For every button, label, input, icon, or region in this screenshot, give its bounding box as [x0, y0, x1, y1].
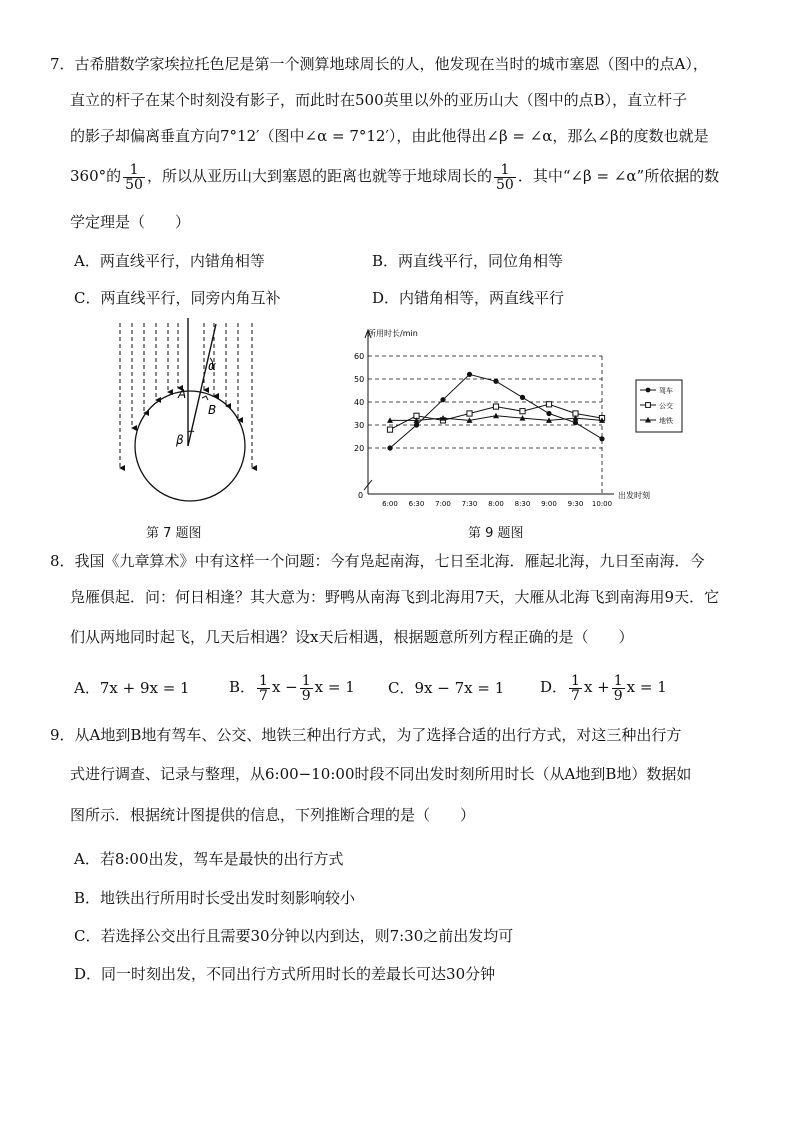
q8-option-b-mid: x −	[271, 678, 298, 696]
q7-option-c: C．两直线平行，同旁内角互补	[74, 289, 281, 307]
q8-option-b	[229, 668, 355, 706]
data-point	[440, 397, 445, 402]
q7-line3: 的影子却偏离垂直方向7°12′（图中∠α = 7°12′），由此他得出∠β = ∠α，那么∠β的度数也就是	[70, 127, 709, 145]
y-tick-label: 50	[354, 375, 365, 384]
x-tick-label: 7:00	[435, 500, 451, 508]
q9-line2: 式进行调查、记录与整理，从6:00−10:00时段不同出发时刻所用时长（从A地到B地）数据如	[70, 765, 692, 783]
q7-option-b: B．两直线平行，同位角相等	[372, 252, 564, 270]
data-point	[546, 411, 551, 416]
q8-option-d-end: x = 1	[626, 678, 667, 696]
fraction-1-9	[300, 674, 313, 703]
data-point	[520, 409, 525, 414]
q8-option-b-label: B．	[229, 678, 256, 696]
legend-label: 驾车	[659, 387, 673, 395]
x-axis-label: 出发时刻	[618, 491, 650, 500]
q9-option-c: C．若选择公交出行且需要30分钟以内到达，则7:30之前出发均可	[74, 927, 514, 945]
q8-option-b-end: x = 1	[314, 678, 355, 696]
frac-num: 1	[259, 672, 268, 689]
fraction-1-7	[569, 674, 582, 703]
label-b: B	[208, 403, 217, 417]
q7-option-d: D．内错角相等，两直线平行	[372, 289, 565, 307]
label-beta: β	[176, 433, 184, 447]
q9-option-d: D．同一时刻出发，不同出行方式所用时长的差最长可达30分钟	[74, 965, 496, 983]
fraction-1-50	[123, 163, 145, 192]
q8-line3: 们从两地同时起飞，几天后相遇？设x天后相遇，根据题意所列方程正确的是（ ）	[70, 628, 634, 646]
data-point	[520, 395, 525, 400]
fraction-1-7	[257, 674, 270, 703]
data-point	[599, 436, 604, 441]
q7-line4-a: 360°的	[70, 167, 122, 185]
data-point	[493, 404, 498, 409]
y-tick-label: 20	[354, 444, 365, 453]
q8-option-d	[540, 668, 667, 706]
q9-line1: 9．从A地到B地有驾车、公交、地铁三种出行方式，为了选择合适的出行方式，对这三种出行方	[50, 726, 682, 744]
x-tick-label: 8:30	[514, 500, 531, 508]
legend-label: 地铁	[659, 417, 673, 425]
data-point	[387, 445, 392, 450]
origin-label: 0	[358, 491, 364, 500]
frac-num: 1	[301, 672, 311, 689]
data-point	[387, 427, 392, 432]
legend-marker	[646, 388, 651, 393]
q8-line2: 凫雁俱起．问：何日相逢？其大意为：野鸭从南海飞到北海用7天，大雁从北海飞到南海用9天．它	[70, 588, 720, 606]
frac-num: 1	[571, 672, 580, 689]
legend-marker	[646, 403, 651, 408]
q9-line3: 图所示．根据统计图提供的信息，下列推断合理的是（ ）	[70, 806, 476, 824]
x-tick-label: 8:00	[488, 500, 504, 508]
frac-num: 1	[613, 672, 623, 689]
data-point	[546, 402, 551, 407]
y-tick-label: 40	[354, 398, 365, 407]
q8-option-d-mid: x +	[583, 678, 610, 696]
x-tick-label: 6:30	[408, 500, 425, 508]
q8-option-d-label: D．	[540, 678, 568, 696]
q8-option-c: C．9x − 7x = 1	[388, 679, 505, 697]
q9-fig-caption: 第 9 题图	[468, 526, 524, 541]
q7-figure	[110, 318, 270, 518]
q7-line4	[70, 158, 719, 194]
frac-num: 1	[123, 163, 145, 178]
q7-line4-c: ．其中“∠β = ∠α”所依据的数	[517, 167, 720, 185]
y-axis-label: 所用时长/min	[368, 329, 418, 338]
frac-den: 7	[259, 687, 268, 704]
y-tick-label: 60	[354, 352, 365, 361]
q7-line2: 直立的杆子在某个时刻没有影子，而此时在500英里以外的亚历山大（图中的点B），直立杆子	[70, 91, 688, 109]
x-tick-label: 9:30	[567, 500, 584, 508]
frac-den: 50	[495, 176, 514, 193]
q9-option-b: B．地铁出行所用时长受出发时刻影响较小	[74, 889, 356, 907]
label-a: A	[178, 387, 187, 401]
q7-line4-b: ，所以从亚历山大到塞恩的距离也就等于地球周长的	[146, 167, 492, 185]
x-tick-label: 9:00	[541, 500, 557, 508]
frac-den: 7	[571, 687, 580, 704]
frac-den: 9	[613, 687, 623, 704]
data-point	[467, 372, 472, 377]
data-point	[573, 420, 578, 425]
frac-den: 50	[125, 176, 143, 193]
q7-line1: 7．古希腊数学家埃拉托色尼是第一个测算地球周长的人，他发现在当时的城市塞恩（图中的点A），	[50, 55, 708, 73]
frac-num: 1	[494, 163, 516, 178]
data-point	[414, 422, 419, 427]
fraction-1-9	[612, 674, 625, 703]
q7-line5: 学定理是（ ）	[70, 213, 191, 231]
label-alpha: α	[208, 359, 216, 373]
q9-option-a: A．若8:00出发，驾车是最快的出行方式	[74, 850, 344, 868]
q8-line1: 8．我国《九章算术》中有这样一个问题：今有凫起南海，七日至北海．雁起北海，九日至南海．今	[50, 552, 705, 570]
y-tick-label: 30	[354, 421, 365, 430]
q9-chart	[340, 324, 685, 514]
x-tick-label: 7:30	[461, 500, 478, 508]
x-tick-label: 10:00	[591, 500, 613, 508]
legend-label: 公交	[659, 402, 673, 410]
data-point	[467, 411, 472, 416]
x-tick-label: 6:00	[382, 500, 398, 508]
q8-option-a: A．7x + 9x = 1	[74, 679, 190, 697]
q7-option-a: A．两直线平行，内错角相等	[74, 252, 265, 270]
frac-den: 9	[301, 687, 311, 704]
q7-fig-caption: 第 7 题图	[146, 526, 202, 541]
fraction-1-50-b	[494, 163, 516, 192]
data-point	[493, 379, 498, 384]
